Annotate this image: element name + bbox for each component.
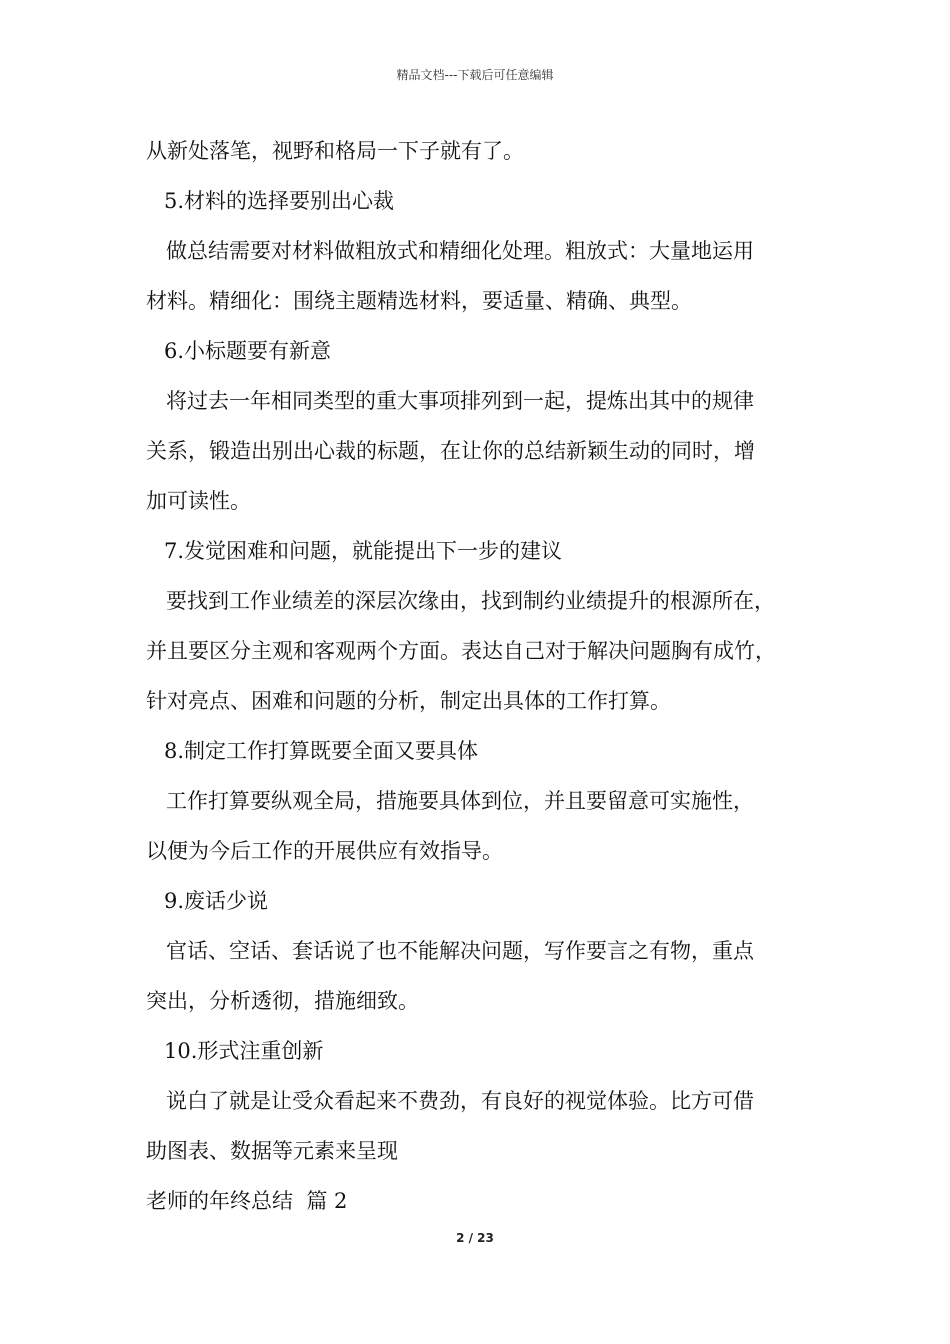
- section-heading: 6.小标题要有新意: [164, 339, 332, 363]
- page-number: 2 / 23: [456, 1231, 494, 1245]
- section-heading: 8.制定工作打算既要全面又要具体: [164, 739, 479, 763]
- paragraph-line: 工作打算要纵观全局，措施要具体到位，并且要留意可实施性，: [166, 789, 754, 813]
- text-line: 助图表、数据等元素来呈现: [146, 1139, 398, 1163]
- article-title: 老师的年终总结 篇 2: [146, 1189, 348, 1213]
- paragraph-line: 说白了就是让受众看起来不费劲，有良好的视觉体验。比方可借: [166, 1089, 754, 1113]
- section-heading: 9.废话少说: [164, 889, 269, 913]
- text-line: 针对亮点、困难和问题的分析，制定出具体的工作打算。: [146, 689, 671, 713]
- text-line: 材料。精细化：围绕主题精选材料，要适量、精确、典型。: [146, 289, 692, 313]
- text-line: 从新处落笔，视野和格局一下子就有了。: [146, 139, 524, 163]
- paragraph-line: 官话、空话、套话说了也不能解决问题，写作要言之有物，重点: [166, 939, 754, 963]
- text-line: 以便为今后工作的开展供应有效指导。: [146, 839, 503, 863]
- text-line: 加可读性。: [146, 489, 251, 513]
- section-heading: 7.发觉困难和问题，就能提出下一步的建议: [164, 539, 563, 563]
- section-heading: 10.形式注重创新: [164, 1039, 324, 1063]
- page-header: 精品文档---下载后可任意编辑: [396, 68, 554, 82]
- document-body: [146, 126, 818, 1226]
- paragraph-line: 做总结需要对材料做粗放式和精细化处理。粗放式：大量地运用: [166, 239, 754, 263]
- section-heading: 5.材料的选择要别出心裁: [164, 189, 395, 213]
- paragraph-line: 将过去一年相同类型的重大事项排列到一起，提炼出其中的规律: [166, 389, 754, 413]
- text-line: 关系，锻造出别出心裁的标题，在让你的总结新颖生动的同时，增: [146, 439, 755, 463]
- text-line: 突出，分析透彻，措施细致。: [146, 989, 419, 1013]
- paragraph-line: 要找到工作业绩差的深层次缘由，找到制约业绩提升的根源所在，: [166, 589, 775, 613]
- text-line: 并且要区分主观和客观两个方面。表达自己对于解决问题胸有成竹，: [146, 639, 776, 663]
